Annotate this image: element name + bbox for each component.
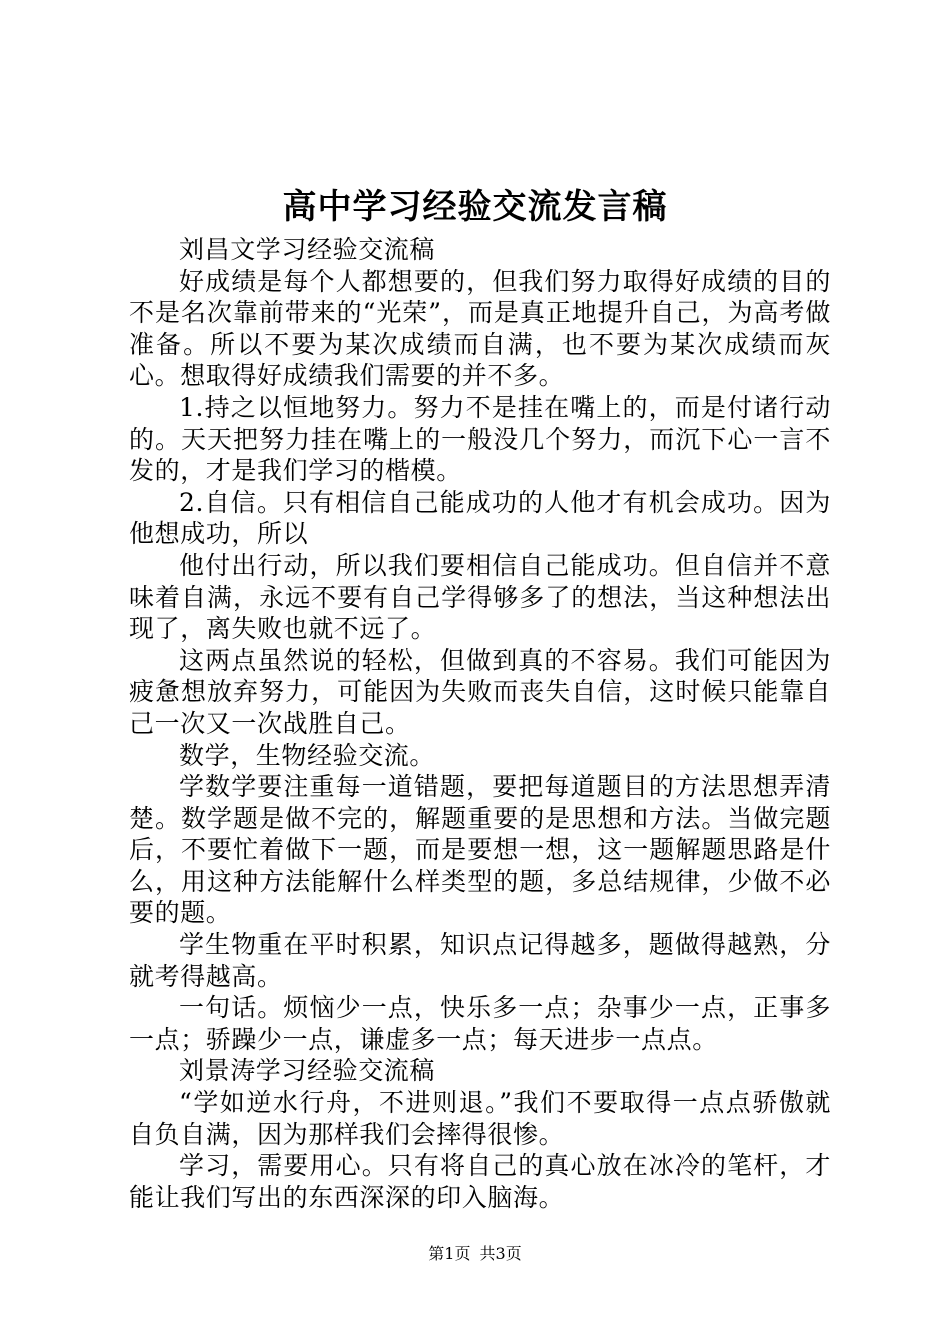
page-total: 共3页 <box>479 1244 522 1263</box>
paragraph: 1.持之以恒地努力。努力不是挂在嘴上的，而是付诸行动的。天天把努力挂在嘴上的一般没几个努力，而沉下心一言不发的，才是我们学习的楷模。 <box>129 392 831 486</box>
paragraph: 学生物重在平时积累，知识点记得越多，题做得越熟，分就考得越高。 <box>129 930 831 991</box>
paragraph: 他付出行动，所以我们要相信自己能成功。但自信并不意味着自满，永远不要有自己学得够多了的想法，当这种想法出现了，离失败也就不远了。 <box>129 550 831 644</box>
paragraph: 这两点虽然说的轻松，但做到真的不容易。我们可能因为疲惫想放弃努力，可能因为失败而丧失自信，这时候只能靠自己一次又一次战胜自己。 <box>129 645 831 738</box>
page-footer <box>0 1244 950 1264</box>
paragraph: 学数学要注重每一道错题，要把每道题目的方法思想弄清楚。数学题是做不完的，解题重要的是思想和方法。当做完题后，不要忙着做下一题，而是要想一想，这一题解题思路是什么，用这种方法能解什么样类型的题，多总结规律，少做不必要的题。 <box>129 772 831 928</box>
paragraph: 一句话。烦恼少一点，快乐多一点；杂事少一点，正事多一点；骄躁少一点，谦虚多一点；每天进步一点点。 <box>129 993 831 1054</box>
document-body <box>129 234 831 1213</box>
paragraph: 学习，需要用心。只有将自己的真心放在冰冷的笔杆，才能让我们写出的东西深深的印入脑海。 <box>129 1151 831 1212</box>
paragraph-author-2-heading: 刘景涛学习经验交流稿 <box>179 1056 436 1086</box>
document-title: 高中学习经验交流发言稿 <box>282 187 668 227</box>
page-number: 第1页 <box>428 1244 471 1263</box>
paragraph-author-1-heading: 刘昌文学习经验交流稿 <box>179 235 436 264</box>
paragraph-subject-heading: 数学，生物经验交流。 <box>179 740 436 770</box>
paragraph: “学如逆水行舟，不进则退。”我们不要取得一点点骄傲就自负自满，因为那样我们会摔得很惨。 <box>129 1088 831 1149</box>
paragraph: 好成绩是每个人都想要的，但我们努力取得好成绩的目的不是名次靠前带来的“光荣”，而是真正地提升自己，为高考做准备。所以不要为某次成绩而自满，也不要为某次成绩而灰心。想取得好成绩我们需要的并不多。 <box>129 266 831 391</box>
paragraph: 2.自信。只有相信自己能成功的人他才有机会成功。因为他想成功，所以 <box>129 487 831 549</box>
